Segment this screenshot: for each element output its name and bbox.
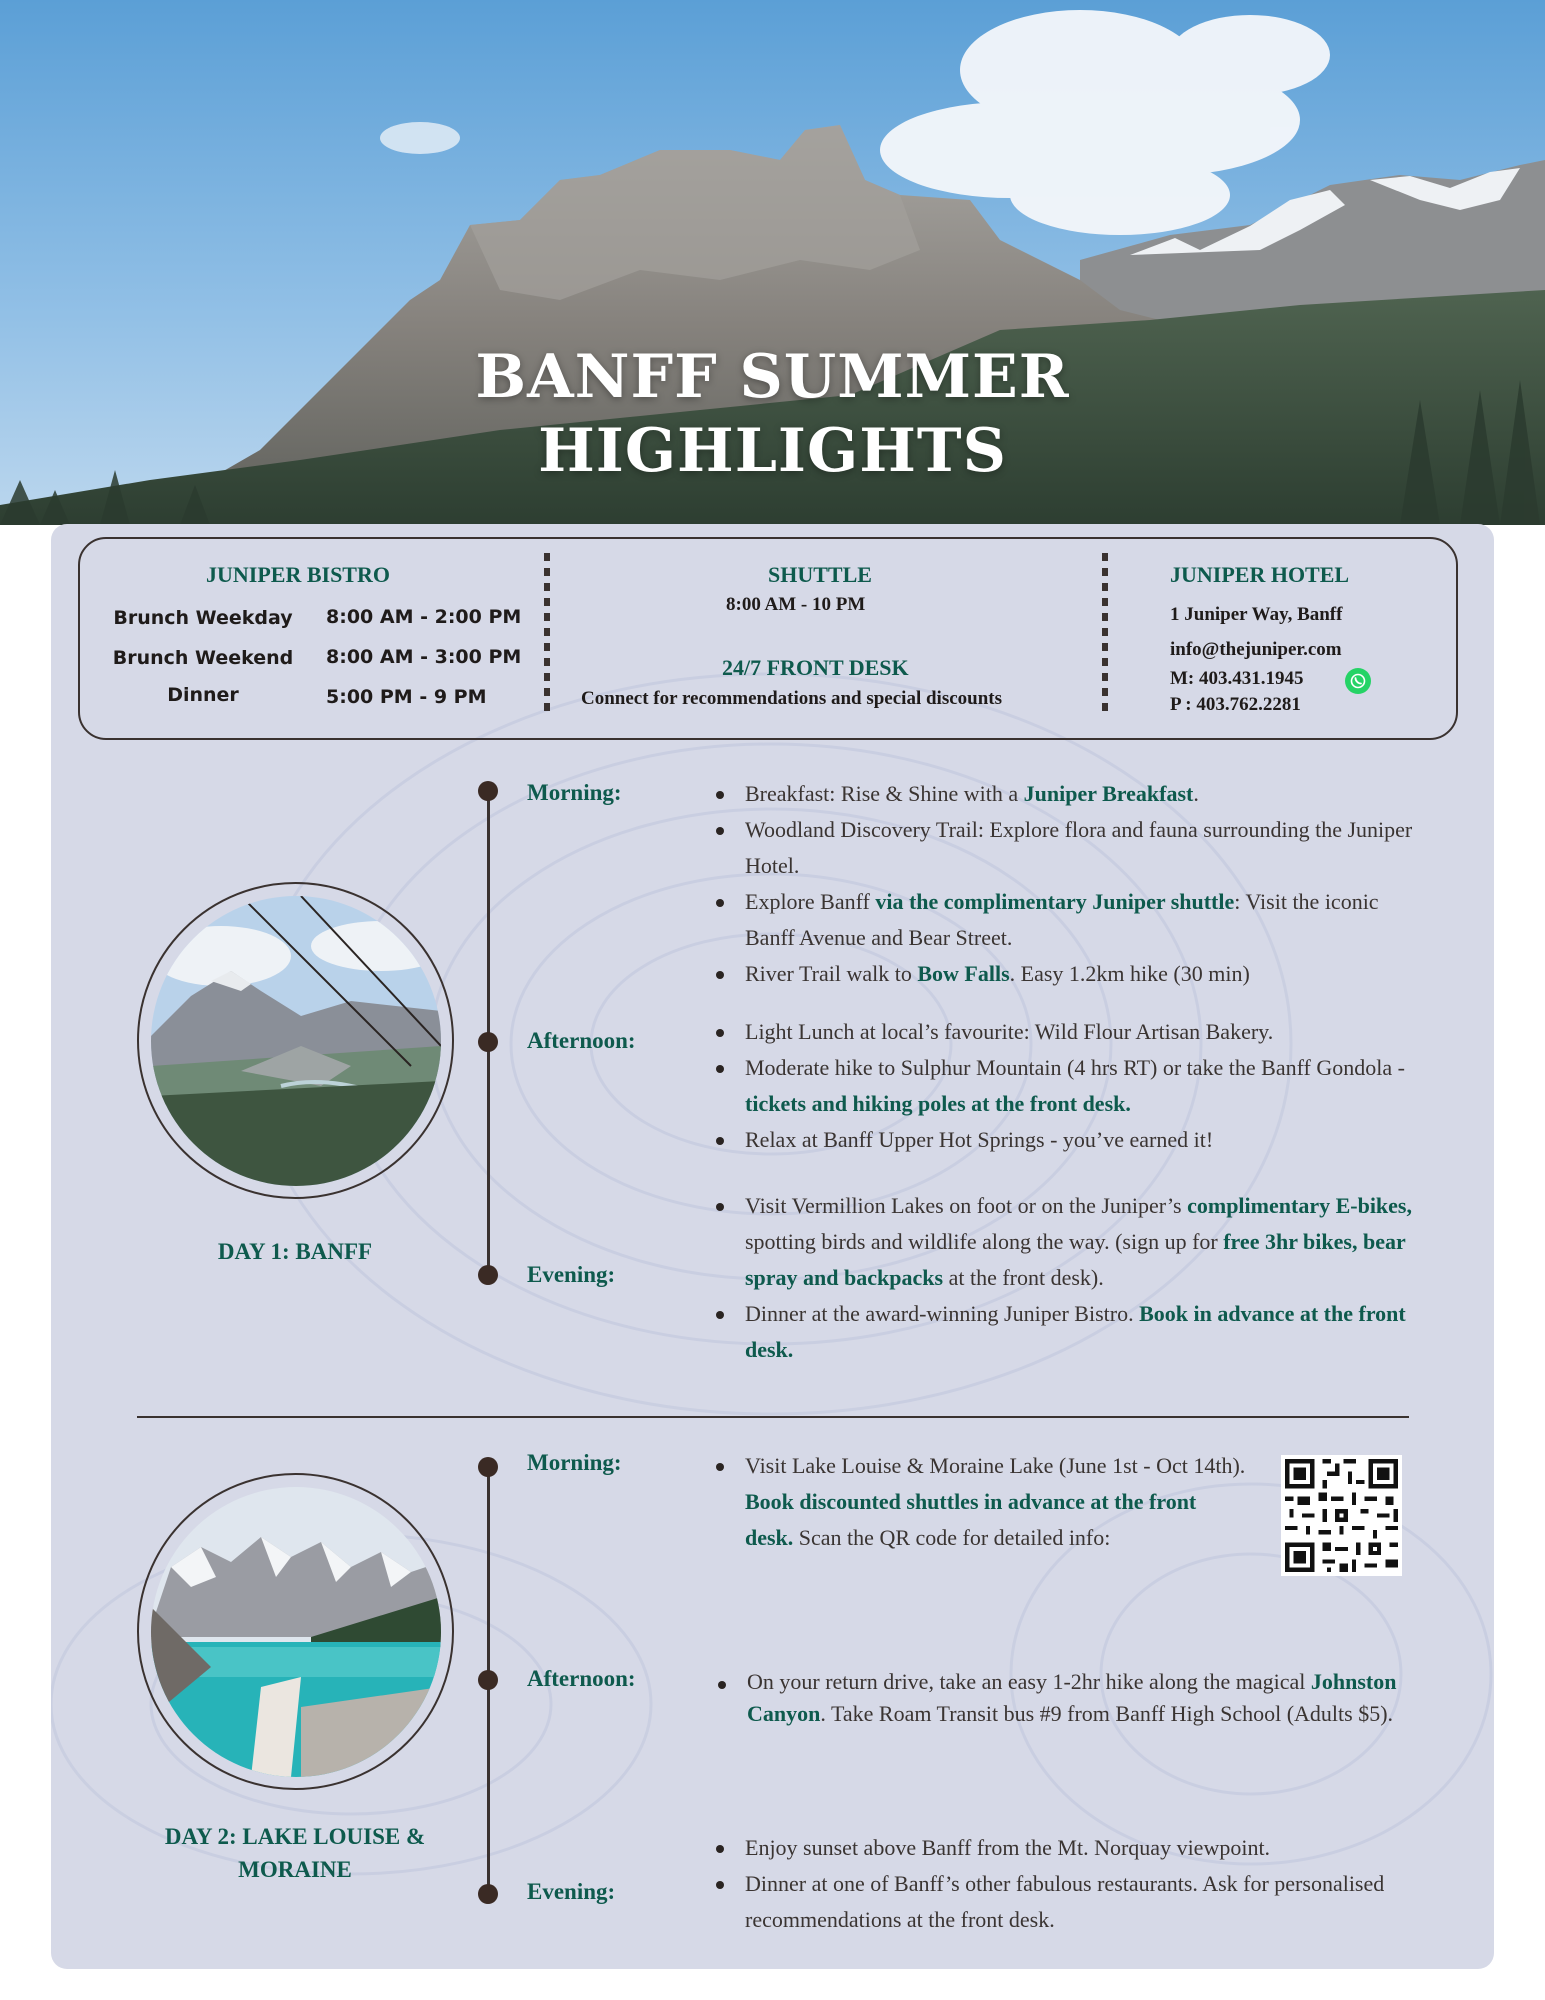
dotted-divider-2	[1102, 553, 1108, 711]
day-2-evening-label: Evening:	[527, 1879, 616, 1904]
item-text: On your return drive, take an easy 1-2hr hike along the magical	[747, 1669, 1311, 1694]
qr-code-pattern	[1281, 1455, 1402, 1576]
item-text: Dinner at one of Banff’s other fabulous restaurants. Ask for personalised recommendations at the front desk.	[745, 1871, 1385, 1932]
highlight-text: Johnston Canyon	[747, 1669, 1397, 1726]
timeline-dot-evening	[478, 1265, 498, 1285]
dotted-divider-1	[544, 553, 550, 711]
item-text: Light Lunch at local’s favourite: Wild Flour Artisan Bakery.	[745, 1019, 1274, 1044]
day-2-afternoon-label: Afternoon:	[527, 1666, 636, 1691]
day-2-label	[140, 1820, 450, 1886]
bistro-heading: JUNIPER BISTRO	[206, 562, 390, 587]
timeline-dot-evening	[478, 1884, 498, 1904]
item-text: . Easy 1.2km hike (30 min)	[1009, 961, 1250, 986]
list-item	[710, 1014, 1420, 1050]
item-text: at the front desk).	[943, 1265, 1104, 1290]
item-text: Scan the QR code for detailed info:	[793, 1525, 1111, 1550]
day-2-photo	[137, 1473, 454, 1790]
highlight-text: complimentary E-bikes,	[1187, 1193, 1412, 1218]
highlight-text: Bow Falls	[917, 961, 1010, 986]
hotel-address: 1 Juniper Way, Banff	[1170, 604, 1343, 625]
day-1-photo	[137, 882, 454, 1199]
whatsapp-icon[interactable]	[1345, 668, 1371, 694]
bistro-row-time: 8:00 AM - 2:00 PM	[326, 606, 522, 628]
bistro-row-time: 5:00 PM - 9 PM	[326, 686, 487, 708]
bistro-row-label: Brunch Weekend	[112, 647, 294, 669]
qr-code[interactable]	[1281, 1455, 1402, 1576]
day-2-photo-inner	[151, 1487, 441, 1777]
item-text: Woodland Discovery Trail: Explore flora and fauna surrounding the Juniper Hotel.	[745, 817, 1413, 878]
item-text: Moderate hike to Sulphur Mountain (4 hrs RT) or take the Banff Gondola -	[745, 1055, 1405, 1080]
banff-valley-image	[151, 896, 441, 1186]
timeline-dot-morning	[478, 781, 498, 801]
highlight-text: via the complimentary Juniper shuttle	[875, 889, 1235, 914]
highlight-text: tickets and hiking poles at the front desk.	[745, 1091, 1131, 1116]
bistro-row-time: 8:00 AM - 3:00 PM	[326, 646, 522, 668]
moraine-lake-image	[151, 1487, 441, 1777]
list-item	[710, 1830, 1420, 1866]
day-2-afternoon-list	[712, 1666, 1412, 1730]
list-item	[710, 812, 1420, 884]
front-desk-heading: 24/7 FRONT DESK	[722, 655, 909, 680]
list-item	[710, 1122, 1420, 1158]
list-item	[710, 884, 1420, 956]
day-2-morning-label: Morning:	[527, 1450, 622, 1475]
item-text: Visit Vermillion Lakes on foot or on the Juniper’s	[745, 1193, 1188, 1218]
day-2-label-line-2: MORAINE	[238, 1857, 352, 1882]
hotel-mobile[interactable]: M: 403.431.1945	[1170, 668, 1304, 689]
day-2-evening-list	[710, 1830, 1420, 1938]
list-item	[710, 1448, 1250, 1556]
highlight-text: free 3hr bikes, bear spray and backpacks	[745, 1229, 1406, 1290]
item-text: Dinner at the award-winning Juniper Bistro.	[745, 1301, 1140, 1326]
hotel-email[interactable]: info@thejuniper.com	[1170, 639, 1342, 660]
timeline-dot-afternoon	[478, 1032, 498, 1052]
item-text: spotting birds and wildlife along the way. (sign up for	[745, 1229, 1224, 1254]
day-1-morning-label: Morning:	[527, 780, 622, 805]
day-separator	[137, 1416, 1409, 1418]
day-1-evening-list	[710, 1188, 1420, 1368]
timeline-dot-morning	[478, 1457, 498, 1477]
list-item	[710, 1050, 1420, 1122]
highlight-text: Book in advance at the front desk.	[745, 1301, 1406, 1362]
hotel-heading: JUNIPER HOTEL	[1170, 562, 1350, 587]
item-text: Relax at Banff Upper Hot Springs - you’ve earned it!	[745, 1127, 1214, 1152]
list-item	[710, 956, 1420, 992]
bistro-row-label: Brunch Weekday	[113, 607, 293, 629]
day-1-morning-list	[710, 776, 1420, 992]
item-text: . Take Roam Transit bus #9 from Banff High School (Adults $5).	[820, 1701, 1394, 1726]
item-text: Visit Lake Louise & Moraine Lake (June 1st - Oct 14th).	[745, 1453, 1246, 1478]
day-2-morning-list	[710, 1448, 1250, 1556]
title-line-2: HIGHLIGHTS	[538, 416, 1007, 486]
title-line-1: BANFF SUMMER	[475, 342, 1070, 412]
item-text: : Visit the iconic Banff Avenue and Bear Street.	[745, 889, 1379, 950]
list-item	[712, 1666, 1412, 1730]
list-item	[710, 1188, 1420, 1296]
day-1-evening-label: Evening:	[527, 1262, 616, 1287]
day-1-photo-inner	[151, 896, 441, 1186]
item-text: River Trail walk to	[745, 961, 918, 986]
item-text: Breakfast: Rise & Shine with a	[745, 781, 1024, 806]
list-item	[710, 1866, 1420, 1938]
day-1-label: DAY 1: BANFF	[217, 1239, 373, 1264]
item-text: .	[1193, 781, 1199, 806]
page-title	[0, 340, 1545, 488]
day-2-label-line-1: DAY 2: LAKE LOUISE &	[164, 1824, 426, 1849]
highlight-text: Juniper Breakfast	[1023, 781, 1194, 806]
bistro-row-label: Dinner	[167, 684, 239, 706]
item-text: Explore Banff	[745, 889, 876, 914]
list-item	[710, 776, 1420, 812]
shuttle-hours: 8:00 AM - 10 PM	[726, 594, 866, 615]
whatsapp-glyph	[1349, 672, 1367, 690]
hotel-phone[interactable]: P : 403.762.2281	[1170, 694, 1301, 715]
day-1-afternoon-label: Afternoon:	[527, 1028, 636, 1053]
shuttle-heading: SHUTTLE	[768, 562, 872, 587]
list-item	[710, 1296, 1420, 1368]
front-desk-subtitle: Connect for recommendations and special discounts	[581, 688, 1003, 709]
highlight-text: Book discounted shuttles in advance at the front desk.	[745, 1489, 1197, 1550]
timeline-dot-afternoon	[478, 1670, 498, 1690]
item-text: Enjoy sunset above Banff from the Mt. Norquay viewpoint.	[745, 1835, 1271, 1860]
day-1-afternoon-list	[710, 1014, 1420, 1158]
hero-banner	[0, 0, 1545, 525]
